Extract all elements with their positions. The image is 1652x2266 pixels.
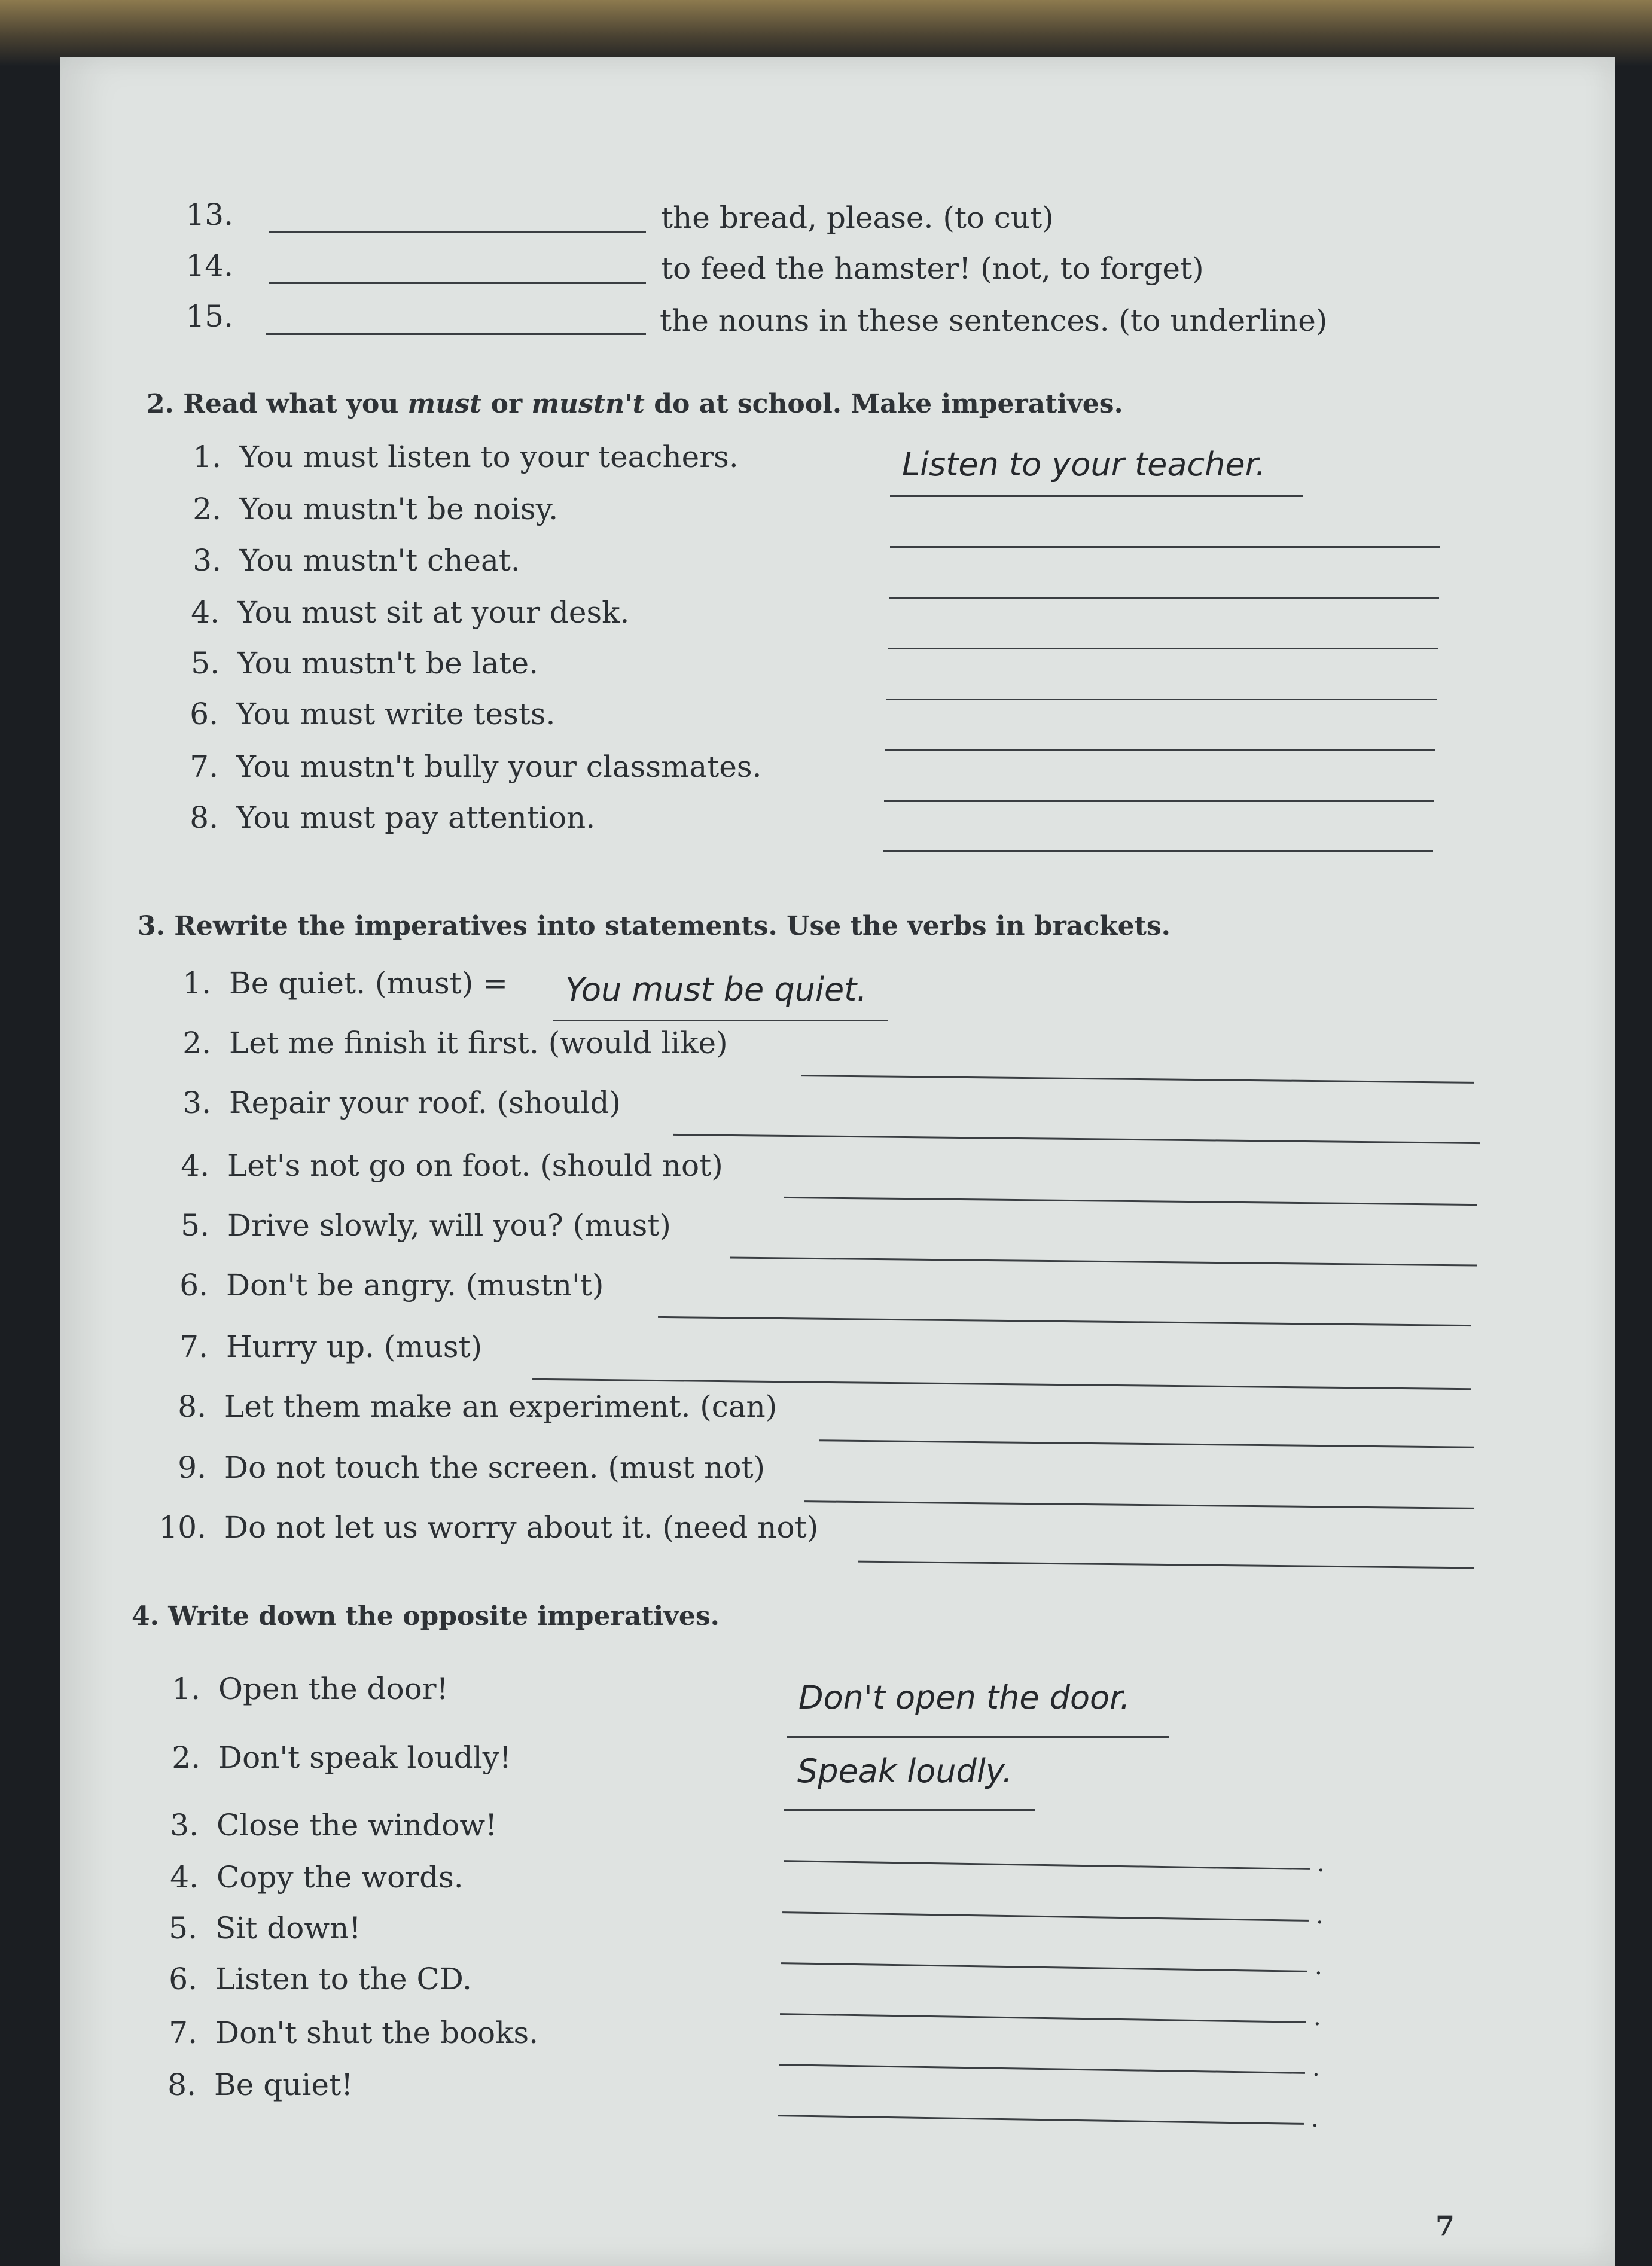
handwritten-answer: Don't open the door.: [798, 1679, 1130, 1716]
handwritten-answer: You must be quiet.: [565, 971, 867, 1008]
answer-line[interactable]: [781, 1962, 1307, 1972]
answer-line[interactable]: [553, 1020, 888, 1021]
period: .: [1317, 1850, 1325, 1877]
answer-line[interactable]: [890, 495, 1303, 497]
answer-line[interactable]: [888, 648, 1438, 649]
answer-line[interactable]: [801, 1075, 1474, 1084]
answer-line[interactable]: [784, 1197, 1477, 1206]
handwritten-answer: Listen to your teacher.: [902, 446, 1266, 483]
answer-line[interactable]: [889, 597, 1439, 599]
exercise-2-heading: 2. Read what you must or mustn't do at school. Make imperatives.: [147, 389, 1123, 419]
worksheet-page: 13. the bread, please. (to cut) 14. to feed the hamster! (not, to forget) 15. the nouns in these sentences. (to underline) 2. Read what you must or mustn't do at school. Make imperatives. 1. You must listen to your teachers. Listen to your teacher. 2. You mustn't be noisy. 3. You mustn't cheat. 4. You must sit at your desk. 5. You mustn't be late. 6. You must write tests. 7. You mustn't bully your classmates. 8. You must pay attention. 3. Rewrite the imperatives into statements. Use the verbs in brackets. 1. Be quiet. (must) = You must be quiet. 2. Let me finish it first. (would like) 3. Repair your roof. (should) 4. Let's not go on foot. (should not) 5. Drive slowly, will you? (must) 6. Don't be angry. (mustn't) 7. Hurry up. (must) 8. Let them make an experiment. (can) 9. Do not touch the screen. (must not) 10. Do not let us worry about it. (need not) 4. Write down the opposite imperatives. 1. Open the door! Don't open the door. 2. Don't speak loudly! Speak loudly. 3. Close the window! . 4. Copy the words. . 5. Sit down! . 6. Listen to the CD. . 7. Don't shut the books. . 8. Be quiet! . 7: [60, 57, 1615, 2266]
answer-line[interactable]: [890, 546, 1440, 548]
period: .: [1312, 2054, 1320, 2082]
answer-line[interactable]: [858, 1561, 1474, 1569]
answer-line[interactable]: [269, 231, 646, 233]
period: .: [1315, 1953, 1322, 1980]
answer-line[interactable]: [819, 1439, 1474, 1448]
item-number: 15.: [185, 299, 233, 334]
answer-line[interactable]: [532, 1378, 1471, 1390]
answer-line[interactable]: [779, 2064, 1305, 2074]
exercise-3-heading: 3. Rewrite the imperatives into statements. Use the verbs in brackets.: [138, 911, 1171, 941]
item-number: 13.: [185, 197, 233, 232]
period: .: [1316, 1902, 1324, 1929]
answer-line[interactable]: [673, 1134, 1480, 1144]
answer-line[interactable]: [804, 1500, 1474, 1509]
list-item-text: the nouns in these sentences. (to underline): [660, 303, 1328, 338]
answer-line[interactable]: [782, 1911, 1309, 1922]
answer-line[interactable]: [885, 749, 1435, 751]
list-item-text: to feed the hamster! (not, to forget): [661, 251, 1204, 286]
item-number: 14.: [185, 248, 233, 283]
answer-line[interactable]: [787, 1736, 1169, 1738]
page-number: 7: [1435, 2210, 1455, 2242]
answer-line[interactable]: [266, 333, 646, 335]
handwritten-answer: Speak loudly.: [797, 1752, 1013, 1790]
book-edge: [0, 0, 1652, 66]
answer-line[interactable]: [883, 850, 1433, 852]
answer-line[interactable]: [886, 699, 1437, 700]
period: .: [1311, 2105, 1319, 2133]
answer-line[interactable]: [784, 1809, 1035, 1811]
period: .: [1313, 2003, 1321, 2031]
answer-line[interactable]: [658, 1316, 1471, 1326]
answer-line[interactable]: [784, 1860, 1310, 1870]
answer-line[interactable]: [780, 2013, 1306, 2023]
answer-line[interactable]: [269, 282, 646, 284]
list-item-text: the bread, please. (to cut): [661, 200, 1054, 235]
exercise-4-heading: 4. Write down the opposite imperatives.: [132, 1601, 720, 1631]
answer-line[interactable]: [884, 800, 1434, 802]
answer-line[interactable]: [778, 2115, 1304, 2125]
answer-line[interactable]: [730, 1256, 1477, 1266]
